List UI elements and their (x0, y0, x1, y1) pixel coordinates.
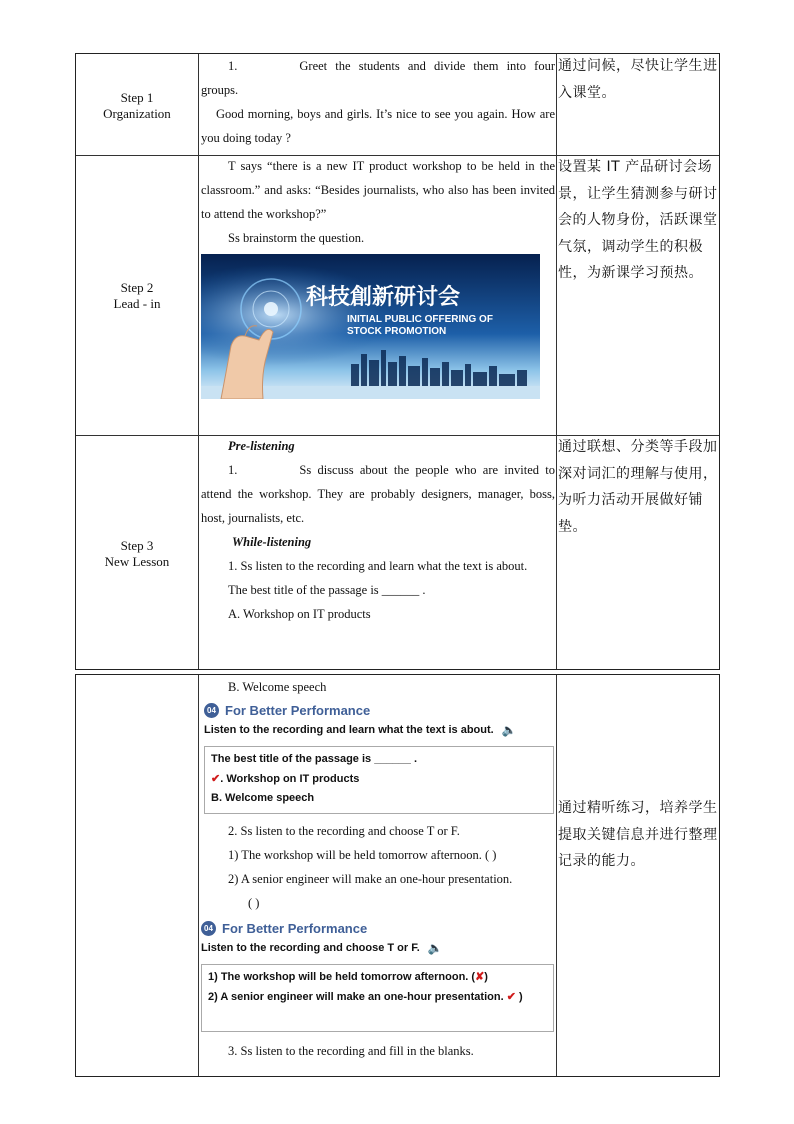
step1-label (76, 90, 198, 122)
slide1-instruction: Listen to the recording and learn what the text is about. 🔈 (204, 723, 517, 737)
slide1-heading: 04 For Better Performance (204, 703, 554, 718)
step2-label (76, 280, 198, 312)
fill-blanks-section (201, 1039, 555, 1063)
speaker-icon[interactable]: 🔈 (427, 941, 443, 955)
check-icon: ✔ (211, 772, 221, 785)
step2-title: Step 2 (120, 280, 154, 295)
option-b: B. Welcome speech (228, 680, 327, 694)
item2-instruction: 2. Ss listen to the recording and choose T or F. (228, 824, 460, 838)
while-listening-item1: 1. Ss listen to the recording and learn what the text is about. (228, 559, 528, 573)
banner-line2: STOCK PROMOTION (347, 326, 447, 337)
tf-question1: 1) The workshop will be held tomorrow afternoon. ( ) (228, 848, 497, 862)
step3-subtitle: New Lesson (104, 554, 170, 569)
table2-note: 通过精听练习，培养学生提取关键信息并进行整理记录的能力。 (558, 800, 718, 869)
step1-title: Step 1 (120, 90, 154, 105)
item3-instruction: 3. Ss listen to the recording and fill in the blanks. (228, 1044, 474, 1058)
pre-listening-item: 1. Ss discuss about the people who are invited to attend the workshop. They are probably designers, manager, boss, host, journalists, etc. (201, 463, 555, 525)
slide1-question: The best title of the passage is ______ . (211, 753, 418, 765)
step3-note: 通过联想、分类等手段加深对词汇的理解与使用，为听力活动开展做好铺垫。 (558, 439, 718, 535)
while-listening-heading: While-listening (232, 535, 312, 549)
step2-note: 设置某 IT 产品研讨会场景，让学生猜测参与研讨会的人物身份，活跃课堂气氛，调动学生的积极性，为新课学习预热。 (558, 159, 718, 281)
slide2-answer-box (201, 964, 554, 1032)
cross-icon: ✘ (475, 971, 485, 983)
slide-best-title (204, 703, 554, 814)
tf-question2: 2) A senior engineer will make an one-hour presentation. (228, 872, 513, 886)
pre-listening-heading: Pre-listening (228, 439, 295, 453)
tf-question2-paren: ( ) (248, 896, 260, 910)
step2-para2: Ss brainstorm the question. (228, 231, 365, 245)
step1-content (201, 54, 555, 150)
step3-content (201, 434, 555, 626)
workshop-banner-image (201, 254, 540, 399)
check-icon: ✔ (506, 990, 516, 1003)
slide1-answer-box (204, 746, 554, 814)
best-title-question: The best title of the passage is ______ . (228, 583, 426, 597)
slide2-statement1: 1) The workshop will be held tomorrow afternoon. (✘) (208, 971, 488, 983)
step1-note: 通过问候，尽快让学生进入课堂。 (558, 58, 718, 101)
table2-content (201, 675, 555, 699)
slide2-instruction: Listen to the recording and choose T or F. 🔈 (201, 941, 443, 955)
step1-subtitle: Organization (103, 106, 171, 121)
speaker-icon[interactable]: 🔈 (501, 723, 517, 737)
step1-greeting: Good morning, boys and girls. It’s nice to see you again. How are you doing today ? (201, 107, 555, 145)
badge-icon: 04 (201, 921, 216, 936)
slide-true-false (201, 921, 554, 1032)
slide1-option-a: ✔. Workshop on IT products (211, 772, 360, 785)
step1-item: 1. Greet the students and divide them into four groups. (201, 59, 555, 97)
step3-title: Step 3 (120, 538, 154, 553)
slide2-statement2: 2) A senior engineer will make an one-hour presentation. ✔ ) (208, 990, 523, 1003)
step3-label (76, 538, 198, 570)
lesson-table-2 (75, 674, 720, 1077)
step2-para1: T says “there is a new IT product workshop to be held in the classroom.” and asks: “Besides journalists, who also has been invited to attend the workshop?” (201, 159, 555, 221)
badge-icon: 04 (204, 703, 219, 718)
lesson-table-1 (75, 53, 720, 670)
option-a: A. Workshop on IT products (228, 607, 371, 621)
step2-subtitle: Lead - in (113, 296, 161, 311)
step2-content (201, 154, 555, 250)
slide1-option-b: B. Welcome speech (211, 792, 315, 804)
banner-line1: INITIAL PUBLIC OFFERING OF (347, 314, 493, 325)
tf-section (201, 819, 555, 915)
banner-title: 科技創新研讨会 (306, 285, 461, 310)
slide2-heading: 04 For Better Performance (201, 921, 554, 936)
